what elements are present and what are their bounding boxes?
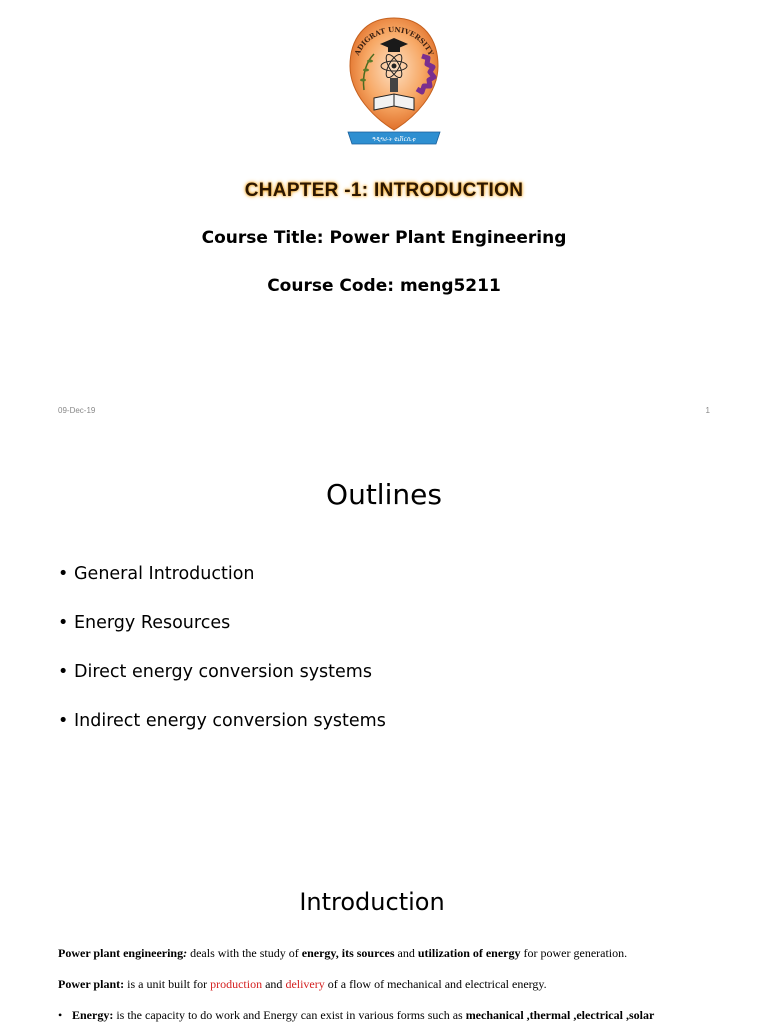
title-slide (0, 0, 768, 430)
outlines-slide (0, 430, 768, 830)
course-title: Course Title: Power Plant Engineering (201, 228, 567, 248)
paragraph-power-plant: Power plant: is a unit built for production and delivery of a flow of mechanical and electrical energy. (58, 977, 547, 991)
svg-text:ADIGRAT UNIVERSITY: ADIGRAT UNIVERSITY (352, 24, 436, 57)
slide-title: Outlines (326, 478, 442, 511)
svg-text:ዓዲግራት ዩኒቨርሲቲ: ዓዲግራት ዩኒቨርሲቲ (372, 136, 416, 143)
outline-list (58, 560, 386, 756)
list-item: • Direct energy conversion systems (58, 662, 372, 682)
footer-page-number: 1 (705, 406, 710, 415)
paragraph-power-plant-engineering: Power plant engineering: deals with the study of energy, its sources and utilization of energy for power generation. (58, 946, 628, 960)
list-item: • Energy Resources (58, 613, 231, 633)
chapter-title: CHAPTER -1: INTRODUCTION (244, 180, 524, 201)
list-item: • Indirect energy conversion systems (58, 711, 386, 731)
introduction-slide (0, 830, 768, 1024)
paragraph-energy: • Energy: is the capacity to do work and Energy can exist in various forms such as mechanical ,thermal ,electrical ,solar (58, 1008, 655, 1022)
course-code: Course Code: meng5211 (267, 276, 501, 296)
university-logo (344, 10, 444, 152)
logo-emblem-icon (344, 10, 444, 152)
footer-date: 09-Dec-19 (58, 406, 96, 415)
list-item: • General Introduction (58, 564, 255, 584)
slide-title: Introduction (299, 888, 445, 916)
